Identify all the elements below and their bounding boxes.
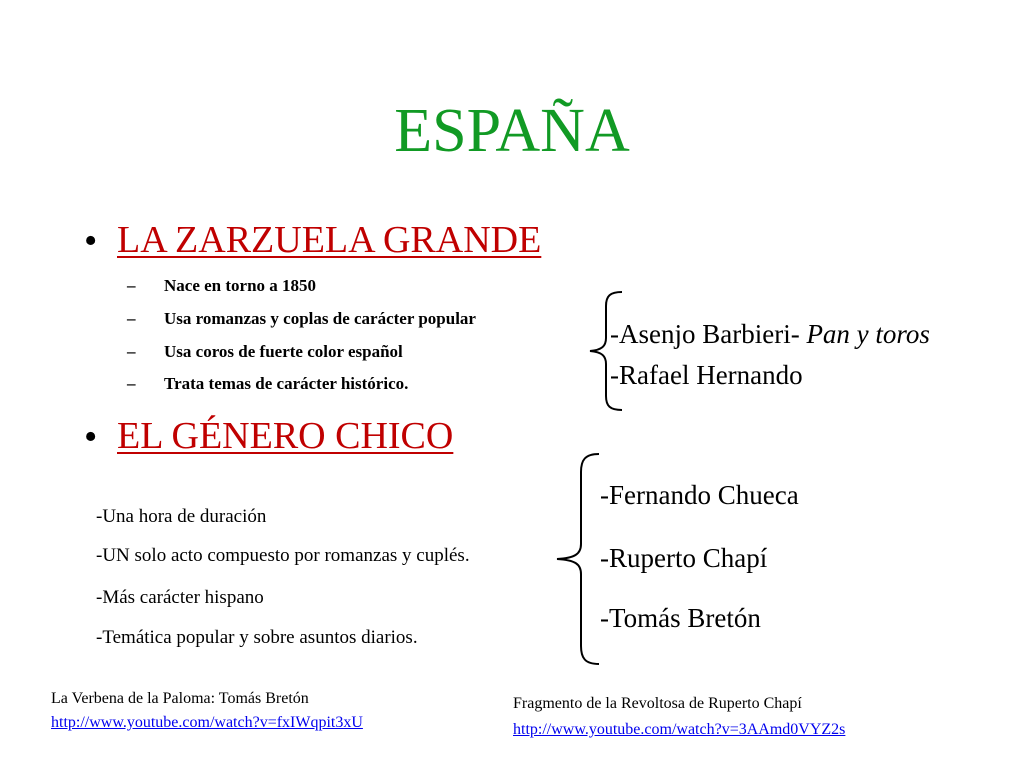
link-verbena-paloma[interactable]: http://www.youtube.com/watch?v=fxIWqpit3xU <box>51 714 363 731</box>
composer-name: -Asenjo Barbieri- <box>610 319 807 349</box>
bullet-zarzuela-grande: • <box>84 220 98 262</box>
composer-rafael-hernando: -Rafael Hernando <box>610 360 803 390</box>
dash-marker: – <box>127 276 136 295</box>
genero-item-acto: -UN solo acto compuesto por romanzas y cuplés. <box>96 545 470 566</box>
caption-revoltosa: Fragmento de la Revoltosa de Ruperto Chapí <box>513 695 802 712</box>
composer-tomas-breton: -Tomás Bretón <box>600 603 761 633</box>
work-title: Pan y toros <box>806 319 930 349</box>
heading-zarzuela-grande[interactable]: LA ZARZUELA GRANDE <box>117 219 542 261</box>
zarzuela-item-origin: Nace en torno a 1850 <box>164 276 317 295</box>
composer-ruperto-chapi: -Ruperto Chapí <box>600 543 768 573</box>
dash-marker: – <box>127 374 136 393</box>
curly-brace-zarzuela <box>586 290 626 412</box>
dash-marker: – <box>127 309 136 328</box>
link-revoltosa[interactable]: http://www.youtube.com/watch?v=3AAmd0VYZ2s <box>513 721 846 738</box>
composer-asenjo-barbieri <box>610 319 930 350</box>
genero-item-hispano: -Más carácter hispano <box>96 587 264 608</box>
genero-item-duracion: -Una hora de duración <box>96 506 267 527</box>
genero-item-tematica: -Temática popular y sobre asuntos diarios. <box>96 627 418 648</box>
dash-marker: – <box>127 342 136 361</box>
slide-title: ESPAÑA <box>394 97 630 165</box>
zarzuela-item-coros: Usa coros de fuerte color español <box>164 342 403 361</box>
caption-verbena-paloma: La Verbena de la Paloma: Tomás Bretón <box>51 690 309 707</box>
curly-brace-genero-chico <box>553 452 603 666</box>
heading-genero-chico[interactable]: EL GÉNERO CHICO <box>117 415 454 457</box>
bullet-genero-chico: • <box>84 416 98 458</box>
zarzuela-item-romanzas: Usa romanzas y coplas de carácter popular <box>164 309 476 328</box>
composer-fernando-chueca: -Fernando Chueca <box>600 480 799 510</box>
zarzuela-item-temas: Trata temas de carácter histórico. <box>164 374 409 393</box>
